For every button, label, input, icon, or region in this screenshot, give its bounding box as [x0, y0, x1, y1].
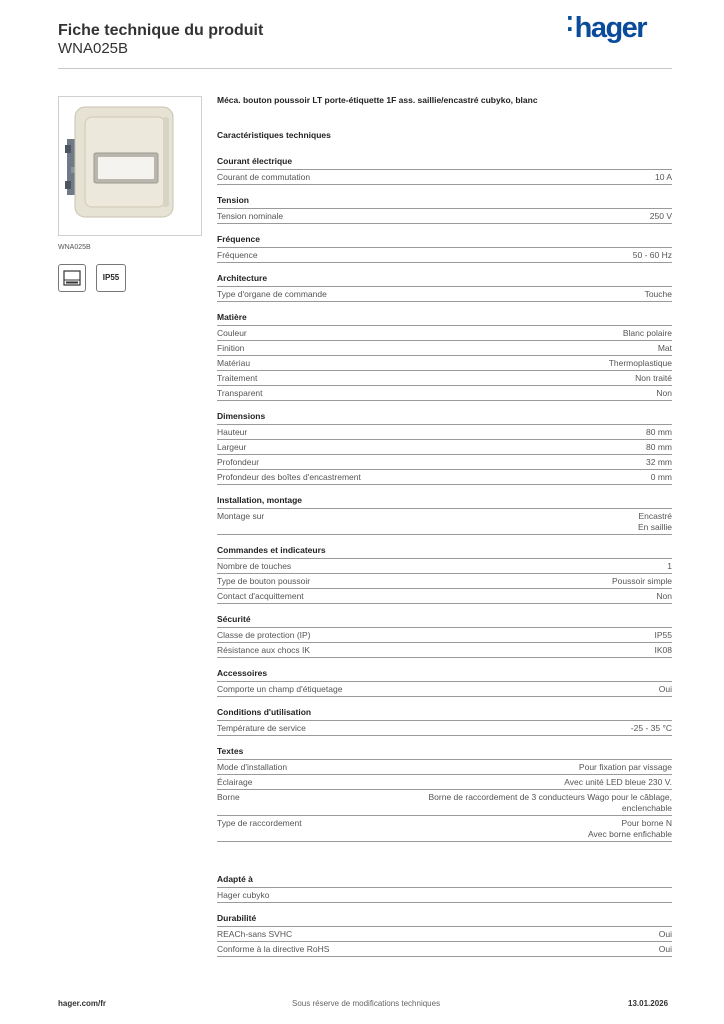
spec-row: [217, 326, 672, 341]
section-title: Accessoires: [217, 668, 672, 682]
spec-value-line: IP55: [654, 630, 672, 640]
spec-section: [217, 746, 672, 842]
spec-value: [599, 358, 672, 369]
spec-value: [419, 792, 673, 814]
spec-key: Comporte un champ d'étiquetage: [217, 684, 343, 694]
spec-section: [217, 234, 672, 263]
spec-value: [641, 472, 672, 483]
section-title: Dimensions: [217, 411, 672, 425]
spec-row: [217, 628, 672, 643]
footer-disclaimer: Sous réserve de modifications techniques: [292, 999, 441, 1008]
product-title: Méca. bouton poussoir LT porte-étiquette 1F ass. saillie/encastré cubyko, blanc: [217, 95, 538, 105]
section-title: Durabilité: [217, 913, 672, 927]
spec-key: REACh-sans SVHC: [217, 929, 293, 939]
spec-value: [648, 343, 672, 354]
footer-date: 13.01.2026: [628, 999, 669, 1008]
spec-key: Borne: [217, 792, 240, 802]
spec-value-line: IK08: [654, 645, 672, 655]
spec-key: Type de bouton poussoir: [217, 576, 311, 586]
spec-row: [217, 440, 672, 455]
spec-value-line: Thermoplastique: [608, 358, 672, 368]
spec-row: [217, 775, 672, 790]
section-title: Installation, montage: [217, 495, 672, 509]
spec-value: [625, 373, 672, 384]
spec-row: [217, 790, 672, 816]
spec-key: Hager cubyko: [217, 890, 270, 900]
ip55-badge: IP55: [96, 264, 126, 292]
spec-row: [217, 927, 672, 942]
spec-key: Contact d'acquittement: [217, 591, 304, 601]
hager-logo: ⁚hager: [566, 12, 647, 44]
logo-text: hager: [574, 12, 647, 44]
section-title: Courant électrique: [217, 156, 672, 170]
spec-value-line: En saillie: [637, 522, 672, 532]
spec-value: [623, 250, 672, 261]
spec-value: [649, 929, 672, 940]
spec-row: [217, 721, 672, 736]
spec-key: Éclairage: [217, 777, 253, 787]
section-title: Commandes et indicateurs: [217, 545, 672, 559]
spec-value-line: 50 - 60 Hz: [632, 250, 672, 260]
spec-key: Couleur: [217, 328, 247, 338]
spec-value: [628, 511, 672, 533]
spec-key: Finition: [217, 343, 245, 353]
spec-value-line: 1: [667, 561, 672, 571]
spec-value: [645, 645, 673, 656]
spec-key: Hauteur: [217, 427, 248, 437]
spec-value: [640, 211, 672, 222]
product-image: [58, 96, 202, 236]
spec-value-line: Touche: [644, 289, 672, 299]
spec-row: [217, 356, 672, 371]
spec-key: Profondeur: [217, 457, 260, 467]
spec-row: [217, 760, 672, 775]
spec-value-line: 10 A: [654, 172, 672, 182]
spec-section: [217, 707, 672, 736]
spec-value-line: Non: [656, 591, 672, 601]
spec-section: [217, 156, 672, 185]
spec-value-line: Avec unité LED bleue 230 V.: [564, 777, 672, 787]
spec-key: Classe de protection (IP): [217, 630, 311, 640]
spec-value: [635, 289, 672, 300]
spec-key: Traitement: [217, 373, 258, 383]
spec-key: Largeur: [217, 442, 247, 452]
surface-mount-icon: [58, 264, 86, 292]
header-divider: [58, 68, 672, 69]
spec-value-line: Non: [656, 388, 672, 398]
spec-value-line: 80 mm: [646, 442, 672, 452]
spec-key: Matériau: [217, 358, 251, 368]
spec-value-line: enclenchable: [621, 803, 672, 813]
spec-value: [649, 944, 672, 955]
spec-row: [217, 816, 672, 842]
spec-value: [636, 457, 672, 468]
spec-section: [217, 668, 672, 697]
spec-row: [217, 470, 672, 485]
spec-value: [613, 328, 672, 339]
section-title: Conditions d'utilisation: [217, 707, 672, 721]
spec-row: [217, 888, 672, 903]
spec-value-line: 250 V: [649, 211, 672, 221]
product-reference: WNA025B: [58, 40, 129, 57]
spec-section: [217, 195, 672, 224]
spec-key: Température de service: [217, 723, 306, 733]
spec-key: Montage sur: [217, 511, 265, 521]
spec-key: Type d'organe de commande: [217, 289, 327, 299]
spec-value-line: Pour fixation par vissage: [578, 762, 672, 772]
spec-row: [217, 248, 672, 263]
spec-section: [217, 312, 672, 401]
spec-key: Conforme à la directive RoHS: [217, 944, 330, 954]
section-title: Tension: [217, 195, 672, 209]
spec-section: [217, 874, 672, 903]
spec-value-line: Blanc polaire: [622, 328, 672, 338]
spec-row: [217, 559, 672, 574]
spec-panel: [217, 95, 672, 967]
spec-key: Tension nominale: [217, 211, 284, 221]
spec-value: [646, 388, 672, 399]
section-title: Architecture: [217, 273, 672, 287]
spec-row: [217, 371, 672, 386]
spec-value: [649, 684, 672, 695]
spec-row: [217, 682, 672, 697]
characteristics-heading: Caractéristiques techniques: [217, 130, 331, 140]
spec-section: [217, 273, 672, 302]
spec-key: Mode d'installation: [217, 762, 288, 772]
spec-value-line: Pour borne N: [621, 818, 672, 828]
spec-row: [217, 455, 672, 470]
spec-value: [578, 818, 672, 840]
spec-value-line: 80 mm: [646, 427, 672, 437]
spec-value: [657, 561, 672, 572]
spec-row: [217, 509, 672, 535]
image-caption: WNA025B: [58, 244, 91, 251]
spec-sections: [217, 156, 672, 957]
spec-value-line: Borne de raccordement de 3 conducteurs Wago pour le câblage,: [428, 792, 672, 802]
spec-value-line: Oui: [658, 929, 672, 939]
spec-value-line: Oui: [658, 944, 672, 954]
spec-key: Courant de commutation: [217, 172, 311, 182]
spec-key: Nombre de touches: [217, 561, 292, 571]
spec-value-line: Non traité: [635, 373, 672, 383]
spec-row: [217, 341, 672, 356]
spec-value: [636, 427, 672, 438]
spec-row: [217, 589, 672, 604]
spec-value: [602, 576, 672, 587]
spec-key: Transparent: [217, 388, 263, 398]
section-title: Sécurité: [217, 614, 672, 628]
footer-website: hager.com/fr: [58, 999, 107, 1008]
section-title: Textes: [217, 746, 672, 760]
spec-key: Fréquence: [217, 250, 258, 260]
spec-key: Profondeur des boîtes d'encastrement: [217, 472, 361, 482]
section-title: Fréquence: [217, 234, 672, 248]
spec-section: [217, 411, 672, 485]
spec-value-line: Poussoir simple: [612, 576, 672, 586]
spec-value: [645, 172, 672, 183]
spec-value: [554, 777, 672, 788]
spec-value-line: Oui: [658, 684, 672, 694]
spec-key: Résistance aux chocs IK: [217, 645, 311, 655]
spec-section: [217, 495, 672, 535]
spec-section: [217, 545, 672, 604]
push-button-illustration: [59, 97, 201, 235]
page-title: Fiche technique du produit: [58, 22, 264, 39]
spec-section: [217, 913, 672, 957]
spec-value: [569, 762, 672, 773]
spec-value: [646, 591, 672, 602]
spec-row: [217, 170, 672, 185]
section-title: Adapté à: [217, 874, 672, 888]
spec-value-line: Encastré: [638, 511, 672, 521]
section-title: Matière: [217, 312, 672, 326]
spec-value-line: 32 mm: [646, 457, 672, 467]
spec-value-line: 0 mm: [650, 472, 672, 482]
spec-row: [217, 386, 672, 401]
spec-row: [217, 574, 672, 589]
spec-row: [217, 287, 672, 302]
spec-value-line: Mat: [657, 343, 672, 353]
spec-row: [217, 209, 672, 224]
spec-value: [636, 442, 672, 453]
spec-row: [217, 942, 672, 957]
spec-key: Type de raccordement: [217, 818, 302, 828]
spec-value: [645, 630, 673, 641]
spec-value-line: -25 - 35 °C: [630, 723, 672, 733]
spec-row: [217, 425, 672, 440]
spec-section: [217, 614, 672, 658]
spec-row: [217, 643, 672, 658]
spec-value-line: Avec borne enfichable: [588, 829, 672, 839]
spec-value: [621, 723, 672, 734]
